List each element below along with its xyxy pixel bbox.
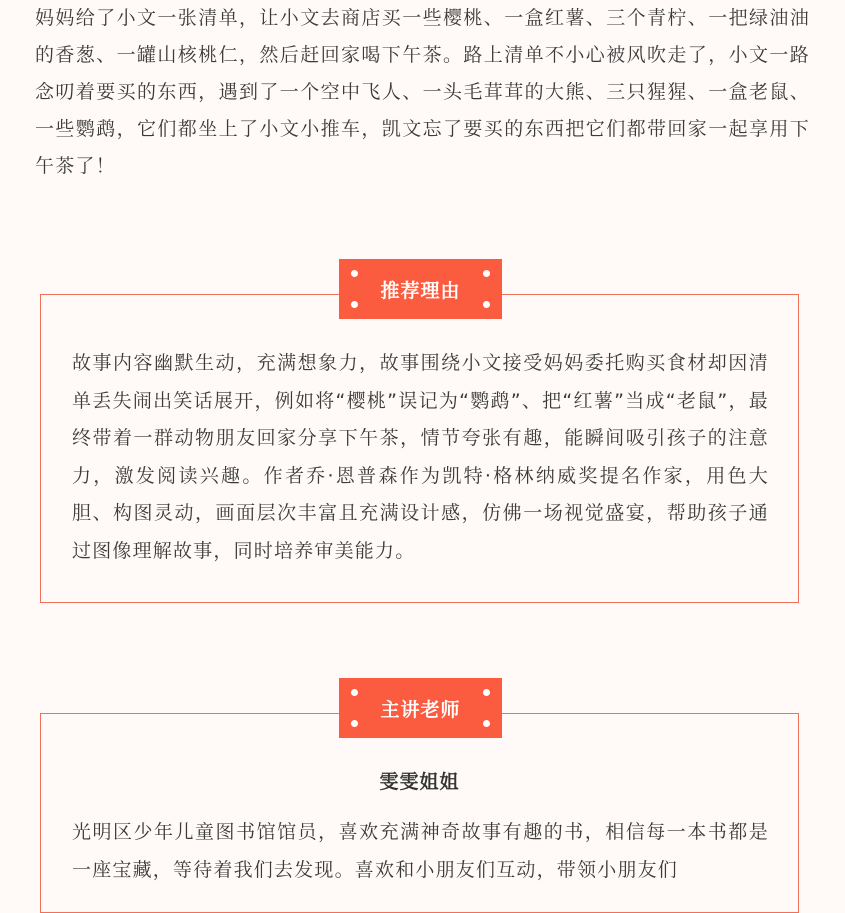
recommendation-tag — [339, 259, 502, 319]
tag-dot-decoration — [483, 270, 490, 277]
recommendation-tag-label: 推荐理由 — [380, 279, 461, 302]
tag-dot-decoration — [483, 301, 490, 308]
recommendation-text: 故事内容幽默生动，充满想象力，故事围绕小文接受妈妈委托购买食材却因清单丢失闹出笑话展开，例如将“樱桃”误记为“鹦鹉”、把“红薯”当成“老鼠”，最终带着一群动物朋友回家分享下午茶，情节夸张有趣，能瞬间吸引孩子的注意力，激发阅读兴趣。作者乔·恩普森作为凯特·格林纳威奖提名作家，用色大胆、构图灵动，画面层次丰富且充满设计感，仿佛一场视觉盛宴，帮助孩子通过图像理解故事，同时培养审美能力。 — [72, 352, 769, 562]
teacher-name: 雯雯姐姐 — [379, 771, 460, 793]
tag-dot-decoration — [351, 301, 358, 308]
teacher-box — [40, 713, 799, 913]
intro-paragraph: 妈妈给了小文一张清单，让小文去商店买一些樱桃、一盒红薯、三个青柠、一把绿油油的香葱、一罐山核桃仁，然后赶回家喝下午茶。路上清单不小心被风吹走了，小文一路念叨着要买的东西，遇到了一个空中飞人、一头毛茸茸的大熊、三只猩猩、一盒老鼠、一些鹦鹉，它们都坐上了小文小推车，凯文忘了要买的东西把它们都带回家一起享用下午茶了！ — [35, 7, 810, 177]
recommendation-box — [40, 294, 799, 603]
teacher-tag-label: 主讲老师 — [380, 698, 461, 721]
tag-dot-decoration — [351, 720, 358, 727]
teacher-tag — [339, 678, 502, 738]
tag-dot-decoration — [483, 689, 490, 696]
tag-dot-decoration — [483, 720, 490, 727]
tag-dot-decoration — [351, 689, 358, 696]
teacher-bio-text: 光明区少年儿童图书馆馆员，喜欢充满神奇故事有趣的书，相信每一本书都是一座宝藏，等待着我们去发现。喜欢和小朋友们互动，带领小朋友们 — [72, 821, 769, 881]
tag-dot-decoration — [351, 270, 358, 277]
